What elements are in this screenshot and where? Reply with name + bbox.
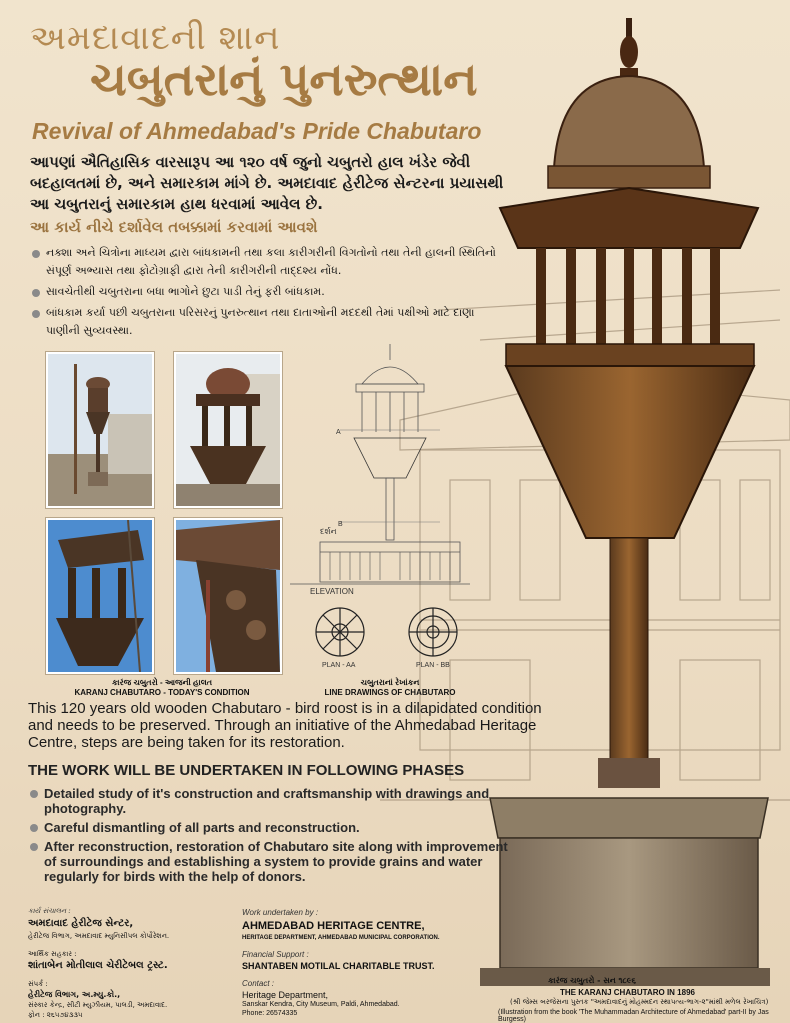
credit-phone: Phone: 26574335: [242, 1010, 298, 1017]
plan-aa-label: PLAN - AA: [322, 662, 356, 669]
credit-contact-gujarati: હેરીટેજ વિભાગ, અ.મ્યુ.કો.,: [28, 990, 121, 999]
section-b-marker: B: [338, 521, 343, 528]
english-title: Revival of Ahmedabad's Pride Chabutaro: [32, 118, 482, 144]
photos-caption-gujarati: કારંજ ચબુતરો - આજની હાલત: [111, 678, 213, 687]
gujarati-phase-item: સાવચેતીથી ચબુતરાના બધા ભાગોને છુટા પાડી તેનું ફરી બાંધકામ.: [30, 283, 510, 301]
credit-organiser-gujarati: અમદાવાદ હેરીટેજ સેન્ટર,: [28, 918, 134, 929]
gujarati-phase-list: [30, 244, 510, 343]
drawings-caption-gujarati: ચબુતરાનાં રેખાંકન: [360, 678, 420, 687]
plan-bb-label: PLAN - BB: [416, 662, 450, 669]
elevation-label: ELEVATION: [310, 587, 354, 596]
english-phase-item: Detailed study of it's construction and craftsmanship with drawings and photography.: [28, 786, 508, 816]
credit-financial-label-gujarati: આર્થિક સહકાર :: [28, 950, 77, 958]
english-phase-item: After reconstruction, restoration of Chabutaro site along with improvement of surroundings and establishing a system to provide grains and water regularly for birds with the help of donors.: [28, 839, 508, 884]
credit-organiser-sub-gujarati: હેરીટેજ વિભાગ, અમદાવાદ મ્યુનિસીપલ કોર્પોરેશન.: [28, 932, 170, 940]
drawings-caption-english: LINE DRAWINGS OF CHABUTARO: [324, 688, 456, 697]
gujarati-phase-item: નક્શા અને ચિત્રોના માધ્યમ દ્વારા બાંધકામની તથા કલા કારીગરીની વિગતોનો તથા તેની હાલની સ્થિતિનો સંપૂર્ણ અભ્યાસ તથા ફોટોગ્રાફી દ્વારા તેની કારીગરીની તાદ્દશ્ય નોંધ.: [30, 244, 510, 280]
credit-contact-address-gujarati: સંસ્કાર કેન્દ્ર, સીટી મ્યુઝીયમ, પાલડી, અમદાવાદ.: [28, 1001, 168, 1009]
photo-chabutaro-carving: [174, 518, 282, 674]
photo-chabutaro-closeup: [174, 352, 282, 508]
credit-organiser: AHMEDABAD HERITAGE CENTRE,: [242, 920, 425, 932]
english-phase-heading: THE WORK WILL BE UNDERTAKEN IN FOLLOWING PHASES: [28, 762, 465, 779]
photo-chabutaro-canopy: [46, 518, 154, 674]
credit-phone-gujarati: ફોન : ૨૬૫૭૪૩૩૫: [28, 1011, 83, 1019]
credit-contact-label-gujarati: સંપર્ક :: [28, 980, 48, 988]
gujarati-phase-item: બાંધકામ કર્યા પછી ચબુતરાના પરિસરનું પુનરુત્થાન તથા દાતાઓની મદદથી તેમાં પક્ષીઓ માટે દાણા પાણીની સુવ્યવસ્થા.: [30, 304, 510, 340]
illustration-source-english: (Illustration from the book 'The Muhammadan Architecture of Ahmedabad' part-II by Jas Burgess): [498, 1009, 769, 1023]
section-a-marker: A: [336, 429, 341, 436]
karanj-chabutaro-1896-illustration: [470, 18, 770, 988]
photos-caption-english: KARANJ CHABUTARO - TODAY'S CONDITION: [74, 688, 250, 697]
credit-organiser-label-gujarati: કાર્ય સંચાલન :: [28, 907, 71, 915]
english-intro: This 120 years old wooden Chabutaro - bird roost is in a dilapidated condition and needs to be preserved. Through an initiative of the Ahmedabad Heritage Centre, steps are being taken for its restoration.: [28, 700, 542, 751]
illustration-caption-gujarati: કારંજ ચબુતરો - સન ૧૮૯૬: [548, 976, 637, 985]
drawings-caption: [300, 678, 480, 698]
credit-financial: SHANTABEN MOTILAL CHARITABLE TRUST.: [242, 961, 435, 971]
credit-financial-label: Financial Support :: [242, 950, 309, 959]
elevation-label-gujarati: દર્શન: [320, 527, 337, 536]
credit-organiser-sub: HERITAGE DEPARTMENT, AHMEDABAD MUNICIPAL CORPORATION.: [242, 935, 440, 941]
illustration-source-gujarati: (શ્રી જેમ્સ બરજેસના પુસ્તક "અમદાવાદનું મોહમ્મદન સ્થાપત્ય-ભાગ-૨"માંથી મળેલ રેખાચિત્ર): [510, 998, 769, 1006]
english-phase-item: Careful dismantling of all parts and reconstruction.: [28, 820, 508, 835]
credit-contact-label: Contact :: [242, 979, 275, 988]
gujarati-title-line2: ચબુતરાનું પુનરુત્થાન: [90, 52, 478, 106]
gujarati-title-line1: અમદાવાદની શાન: [30, 18, 281, 58]
credit-contact-address: Sanskar Kendra, City Museum, Paldi, Ahmedabad.: [242, 1001, 400, 1008]
credit-contact: Heritage Department,: [242, 990, 329, 1000]
credit-financial-gujarati: શાંતાબેન મોતીલાલ ચેરીટેબલ ટ્રસ્ટ.: [28, 960, 168, 971]
english-phase-list: [28, 786, 508, 888]
gujarati-phase-heading: આ કાર્ય નીચે દર્શાવેલ તબક્કામાં કરવામાં આવશે: [30, 218, 318, 236]
gujarati-intro: આપણાં ઐતિહાસિક વારસારૂપ આ ૧૨૦ વર્ષ જુનો ચબુતરો હાલ ખંડેર જેવી બદહાલતમાં છે, અને સમારકામ માંગે છે. અમદાવાદ હેરીટેજ સેન્ટરના પ્રયાસથી આ ચબુતરાનું સમારકામ હાથ ધરવામાં આવેલ છે.: [30, 153, 504, 213]
photo-chabutaro-street: [46, 352, 154, 508]
line-drawing-elevation-and-plans: [290, 340, 470, 670]
photos-caption: [46, 678, 278, 698]
illustration-caption-english: THE KARANJ CHABUTARO IN 1896: [560, 988, 695, 997]
credit-work-label: Work undertaken by :: [242, 908, 319, 917]
